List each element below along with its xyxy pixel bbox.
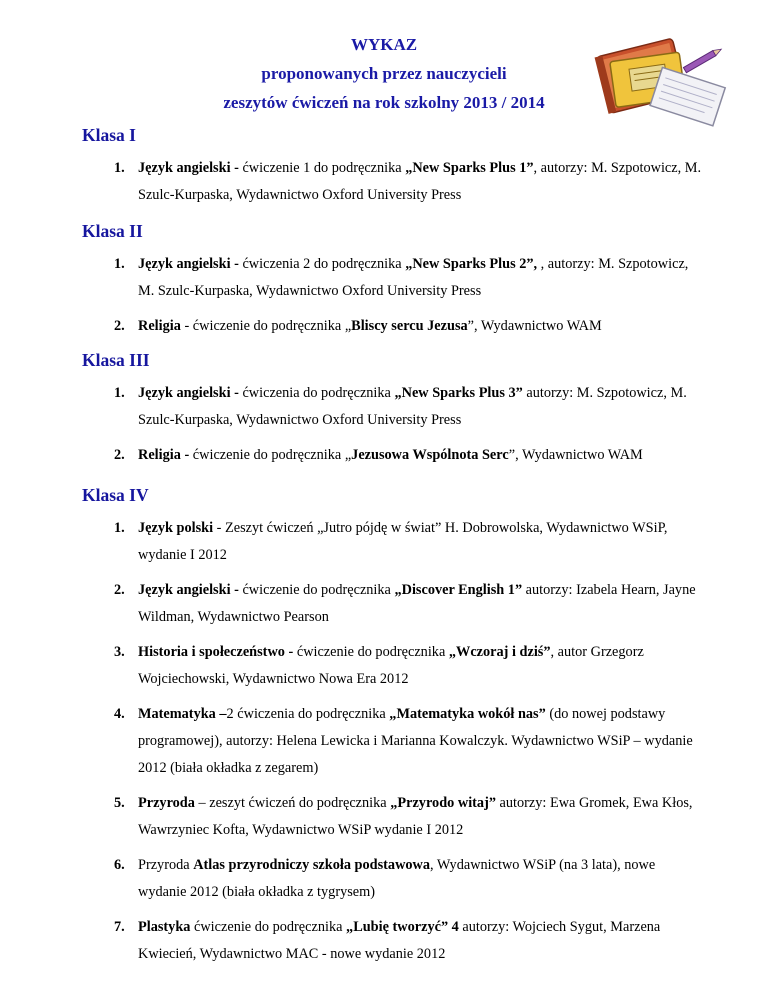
item-text-bold: Przyroda [138,795,195,811]
item-text-bold: Język angielski - [138,256,243,272]
item-text-bold: Język angielski - [138,385,243,401]
section [82,483,702,968]
list-item [82,442,702,469]
item-text: (do nowej podstawy programowej), autorzy: Helena Lewicka i Marianna Kowalczyk. Wydawnictwo WSiP – wydanie 2012 (biała okładka z zegarem) [138,706,693,776]
item-list [82,515,702,968]
item-number: 5. [114,795,125,811]
item-list [82,251,702,340]
item-number: 7. [114,919,125,935]
item-text-bold: „Przyrodo witaj” [390,795,496,811]
item-text-bold: „Wczoraj i dziś” [448,644,551,660]
header-title: WYKAZ [350,35,418,54]
item-text-bold: Atlas przyrodniczy szkoła podstawowa [193,857,431,873]
list-item [82,639,702,693]
list-item [82,515,702,569]
item-text-bold: Historia i społeczeństwo - [138,644,297,660]
item-text-bold: „New Sparks Plus 3” [394,385,523,401]
item-text: 2 ćwiczenia do podręcznika [226,706,390,722]
item-text: autorzy: Wojciech Sygut, Marzena Kwiecień, Wydawnictwo MAC - nowe wydanie 2012 [138,919,661,962]
document-body [82,123,702,976]
item-text-bold: Matematyka – [138,706,227,722]
item-text-bold: Język angielski - [138,582,243,598]
books-illustration [583,22,733,134]
item-text: ”, Wydawnictwo WAM [508,447,643,463]
list-item [82,701,702,782]
item-text: ćwiczenie do podręcznika [296,644,449,660]
item-text-bold: „Lubię tworzyć” 4 [346,919,459,935]
section [82,348,702,469]
item-text: ćwiczenia do podręcznika [242,385,395,401]
item-text-bold: Język polski [138,520,214,536]
section-title: Klasa IV [82,485,149,505]
item-list [82,155,702,209]
item-number: 1. [114,160,125,176]
item-text: ćwiczenie do podręcznika [242,582,395,598]
item-text: ”, Wydawnictwo WAM [467,318,602,334]
item-text-bold: Bliscy sercu Jezusa [351,318,468,334]
item-text-bold: „New Sparks Plus 1” [405,160,534,176]
item-number: 4. [114,706,125,722]
item-text: , autorzy: M. Szpotowicz, M. Szulc-Kurpaska, Wydawnictwo Oxford University Press [138,160,702,203]
item-text: - Zeszyt ćwiczeń „Jutro pójdę w świat” H. Dobrowolska, Wydawnictwo WSiP, wydanie I 2012 [138,520,668,563]
list-item [82,790,702,844]
item-text: ćwiczenie 1 do podręcznika [242,160,406,176]
item-text: , autorzy: M. Szpotowicz, M. Szulc-Kurpaska, Wydawnictwo Oxford University Press [138,256,689,299]
section [82,123,702,209]
item-text-bold: „Discover English 1” [394,582,523,598]
item-text: – zeszyt ćwiczeń do podręcznika [194,795,391,811]
section-title: Klasa II [82,221,143,241]
list-item [82,852,702,906]
list-item [82,313,702,340]
item-text: Przyroda [138,857,194,873]
item-text: autorzy: M. Szpotowicz, M. Szulc-Kurpaska, Wydawnictwo Oxford University Press [138,385,687,428]
item-number: 1. [114,256,125,272]
header-subtitle-2: zeszytów ćwiczeń na rok szkolny 2013 / 2014 [223,93,545,112]
item-number: 2. [114,582,125,598]
item-number: 2. [114,447,125,463]
section [82,219,702,340]
item-text: ćwiczenie do podręcznika „ [192,447,352,463]
section-title: Klasa I [82,125,136,145]
item-number: 2. [114,318,125,334]
item-list [82,380,702,469]
list-item [82,251,702,305]
item-number: 1. [114,520,125,536]
item-text-bold: Jezusowa Wspólnota Serc [351,447,509,463]
item-text: ćwiczenie do podręcznika [190,919,347,935]
list-item [82,577,702,631]
item-text: autorzy: Ewa Gromek, Ewa Kłos, Wawrzyniec Kofta, Wydawnictwo WSiP wydanie I 2012 [138,795,693,838]
list-item [82,914,702,968]
item-text-bold: Plastyka [138,919,191,935]
header-subtitle-1: proponowanych przez nauczycieli [261,64,507,83]
item-number: 6. [114,857,125,873]
section-title: Klasa III [82,350,150,370]
list-item [82,380,702,434]
item-text-bold: „Matematyka wokół nas” [389,706,546,722]
item-text: , Wydawnictwo WSiP (na 3 lata), nowe wydanie 2012 (biała okładka z tygrysem) [138,857,656,900]
item-text-bold: Religia - [138,447,193,463]
item-text: autorzy: Izabela Hearn, Jayne Wildman, Wydawnictwo Pearson [138,582,696,625]
item-number: 3. [114,644,125,660]
item-text: - ćwiczenie do podręcznika „ [180,318,352,334]
list-item [82,155,702,209]
item-text-bold: Religia [138,318,181,334]
item-text: ćwiczenia 2 do podręcznika [242,256,406,272]
item-text-bold: Język angielski - [138,160,243,176]
item-text-bold: „New Sparks Plus 2”, [405,256,541,272]
item-text: , autor Grzegorz Wojciechowski, Wydawnictwo Nowa Era 2012 [138,644,644,687]
item-number: 1. [114,385,125,401]
